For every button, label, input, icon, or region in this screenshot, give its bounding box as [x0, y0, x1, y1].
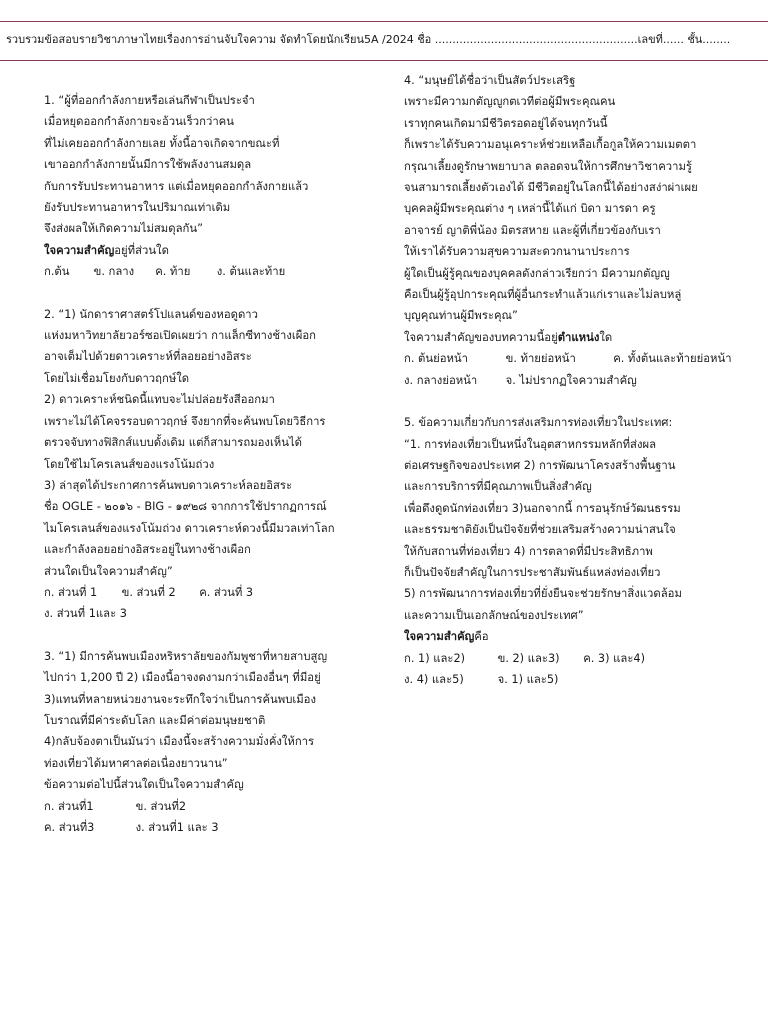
choice-option: ง. ส่วนที่1 และ 3	[135, 821, 219, 834]
choice-option: ง. 4) และ5)	[404, 672, 464, 686]
choice-option: ข. ส่วนที่ 2	[121, 585, 176, 599]
question-prompt	[44, 240, 364, 261]
question-line: เมื่อหยุดออกกำลังกายจะอ้วนเร็วกว่าคน	[44, 115, 234, 129]
question-line: กับการรับประทานอาหาร แต่เมื่อหยุดออกกำลังกายแล้ว	[44, 179, 309, 193]
question-line: ท่องเที่ยวได้มหาศาลต่อเนื่องยาวนาน”	[44, 756, 228, 770]
top-rule	[0, 21, 768, 22]
choice-option: จ. 1) และ5)	[497, 672, 559, 686]
question-line: เพราะมีความกตัญญูกตเวทีต่อผู้มีพระคุณคน	[404, 95, 616, 109]
choice-option: ง. ต้นและท้าย	[216, 265, 286, 279]
question-line: อาจเต็มไปด้วยดาวเคราะห์ที่ลอยอย่างอิสระ	[44, 350, 252, 364]
choice-option: ข. ท้ายย่อหน้า	[505, 352, 576, 366]
prompt-text: อยู่ที่ส่วนใด	[114, 243, 169, 257]
question-line: ก็เป็นปัจจัยสำคัญในการประชาสัมพันธ์แหล่งท่องเที่ยว	[404, 565, 661, 579]
question-line: เพราะไม่ได้โคจรรอบดาวฤกษ์ จึงยากที่จะค้นพบโดยวิธีการ	[44, 414, 326, 428]
question-line: 3) ล่าสุดได้ประกาศการค้นพบดาวเคราะห์ลอยอิสระ	[44, 478, 293, 492]
choice-option: ค. ส่วนที่ 3	[199, 585, 254, 599]
question-line: ต่อเศรษฐกิจของประเทศ 2) การพัฒนาโครงสร้างพื้นฐาน	[404, 458, 676, 472]
choice-row	[44, 261, 364, 282]
prompt-bold: ตำแหน่ง	[557, 330, 600, 344]
question-line: บุคคลผู้มีพระคุณต่าง ๆ เหล่านี้ได้แก่ บิดา มารดา ครู	[404, 202, 656, 216]
question-line: ยังรับประทานอาหารในปริมาณเท่าเดิม	[44, 201, 231, 215]
choice-row	[44, 817, 364, 838]
question-line: และธรรมชาติยังเป็นปัจจัยที่ช่วยเสริมสร้างความน่าสนใจ	[404, 523, 676, 537]
question-line: และกำลังลอยอย่างอิสระอยู่ในทางช้างเผือก	[44, 543, 251, 557]
question-line: 2) ดาวเคราะห์ชนิดนี้แทบจะไม่ปล่อยรังสีออกมา	[44, 393, 275, 407]
question-line: ไปกว่า 1,200 ปี 2) เมืองนี้อาจงดงามกว่าเมืองอื่นๆ ที่มีอยู่	[44, 671, 321, 685]
question-line: ไมโครเลนส์ของแรงโน้มถ่วง ดาวเคราะห์ดวงนี้มีมวลเท่าโลก	[44, 521, 335, 535]
question-line: จึงส่งผลให้เกิดความไม่สมดุลกัน”	[44, 222, 203, 236]
bottom-rule	[0, 60, 768, 61]
question-line: อาจารย์ ญาติพี่น้อง มิตรสหาย และผู้ที่เกี่ยวข้องกับเรา	[404, 223, 661, 237]
choice-option: ข. 2) และ3)	[497, 651, 560, 665]
choice-option: ก.ต้น	[44, 265, 70, 279]
choice-option: ข. กลาง	[93, 265, 135, 279]
question-line: ตรวจจับทางฟิสิกส์แบบดั้งเดิม แต่ก็สามารถมองเห็นได้	[44, 436, 302, 450]
choice-row	[404, 648, 756, 669]
choice-option: ข. ส่วนที่2	[135, 799, 187, 813]
choice-row	[404, 669, 756, 690]
worksheet-header: รวบรวมข้อสอบรายวิชาภาษาไทยเรื่องการอ่านจับใจความ จัดทำโดยนักเรียน5A /2024 ชื่อ ..........................................................เลขที่...... ชั้น........	[6, 33, 731, 46]
question-line: ให้กับสถานที่ท่องเที่ยว 4) การตลาดที่มีประสิทธิภาพ	[404, 544, 653, 558]
question-line: ที่ไม่เคยออกกำลังกายเลย ทั้งนี้อาจเกิดจากขณะที่	[44, 136, 280, 150]
question-line: และการบริการที่มีคุณภาพเป็นสิ่งสำคัญ	[404, 480, 592, 494]
question-line: “1. การท่องเที่ยวเป็นหนึ่งในอุตสาหกรรมหลักที่ส่งผล	[404, 437, 657, 451]
question-line: โบราณที่มีค่าระดับโลก และมีค่าต่อมนุษยชาติ	[44, 713, 266, 727]
question-line: ผู้ใดเป็นผู้รู้คุณของบุคคลดังกล่าวเรียกว่า มีความกตัญญู	[404, 266, 670, 280]
choice-option: ง. ส่วนที่ 1และ 3	[44, 607, 127, 621]
question-line: 5) การพัฒนาการท่องเที่ยวที่ยั่งยืนจะช่วยรักษาสิ่งแวดล้อม	[404, 587, 682, 601]
question-line: ก็เพราะได้รับความอนุเคราะห์ช่วยเหลือเกื้อกูลให้ความเมตตา	[404, 138, 697, 152]
prompt-text: ใจความสำคัญของบทความนี้อยู่	[404, 330, 558, 344]
prompt-bold: ใจความสำคัญ	[404, 630, 475, 644]
question-line: 1. “ผู้ที่ออกกำลังกายหรือเล่นกีฬาเป็นประจำ	[44, 94, 255, 107]
question-line: ชื่อ OGLE - ๒๐๑๖ - BIG - ๑๙๒๘ จากการใช้ปรากฏการณ์	[44, 500, 327, 514]
choice-option: ค. 3) และ4)	[583, 651, 645, 665]
question-1	[44, 90, 364, 283]
choice-option: ค. ส่วนที่3	[44, 821, 95, 834]
question-line: 5. ข้อความเกี่ยวกับการส่งเสริมการท่องเที่ยวในประเทศ:	[404, 416, 673, 430]
question-line: 3. “1) มีการค้นพบเมืองหริหราลัยของกัมพูชาที่หายสาบสูญ	[44, 649, 328, 663]
choice-option: ก. ส่วนที่ 1	[44, 585, 98, 599]
left-column	[44, 90, 364, 859]
question-5	[404, 412, 756, 690]
right-column	[404, 70, 756, 711]
choice-option: ค. ท้าย	[155, 265, 191, 279]
question-line: ส่วนใดเป็นใจความสำคัญ”	[44, 564, 173, 578]
question-line: แห่งมหาวิทยาลัยวอร์ซอเปิดเผยว่า กาแล็กซีทางช้างเผือก	[44, 329, 317, 343]
prompt-text: คือ	[474, 630, 489, 644]
choice-row	[404, 370, 756, 391]
question-line: 4. “มนุษย์ได้ชื่อว่าเป็นสัตว์ประเสริฐ	[404, 74, 576, 87]
question-line: 3)แทนที่หลายหน่วยงานจะระทึกใจว่าเป็นการค้นพบเมือง	[44, 692, 316, 706]
prompt-tail: ใด	[599, 330, 613, 344]
question-2	[44, 304, 364, 625]
choice-option: ง. กลางย่อหน้า	[404, 373, 478, 387]
question-line: และความเป็นเอกลักษณ์ของประเทศ”	[404, 608, 584, 622]
question-line: 4)กลับจ้องตาเป็นมันว่า เมืองนี้จะสร้างความมั่งคั่งให้การ	[44, 735, 315, 749]
question-line: ให้เราได้รับความสุขความสะดวกนานาประการ	[404, 245, 630, 259]
choice-row	[44, 603, 364, 624]
question-line: เขาออกกำลังกายนั้นมีการใช้พลังงานสมดุล	[44, 158, 252, 172]
question-3	[44, 646, 364, 839]
question-line: โดยใช้ไมโครเลนส์ของแรงโน้มถ่วง	[44, 457, 215, 471]
question-line: โดยไม่เชื่อมโยงกับดาวฤกษ์ใด	[44, 371, 190, 385]
question-line: บุญคุณท่านผู้มีพระคุณ”	[404, 309, 518, 323]
question-4	[404, 70, 756, 391]
question-line: จนสามารถเลี้ยงตัวเองได้ มีชีวิตอยู่ในโลกนี้ได้อย่างสง่าผ่าเผย	[404, 181, 698, 195]
prompt-bold: ใจความสำคัญ	[44, 243, 115, 257]
question-line: กรุณาเลี้ยงดูรักษาพยาบาล ตลอดจนให้การศึกษาวิชาความรู้	[404, 159, 692, 173]
choice-option: จ. ไม่ปรากฏใจความสำคัญ	[505, 373, 637, 387]
choice-row	[44, 796, 364, 817]
question-line: เราทุกคนเกิดมามีชีวิตรอดอยู่ได้จนทุกวันนี้	[404, 116, 608, 130]
question-line: 2. “1) นักดาราศาสตร์โปแลนด์ของหอดูดาว	[44, 307, 258, 321]
choice-row	[404, 348, 756, 369]
choice-option: ก. ต้นย่อหน้า	[404, 352, 468, 366]
choice-option: ก. ส่วนที่1	[44, 799, 94, 813]
question-line: เพื่อดึงดูดนักท่องเที่ยว 3)นอกจากนี้ การอนุรักษ์วัฒนธรรม	[404, 501, 681, 515]
question-line: ข้อความต่อไปนี้ส่วนใดเป็นใจความสำคัญ	[44, 778, 244, 792]
choice-row	[44, 582, 364, 603]
question-prompt	[404, 626, 756, 647]
choice-option: ค. ทั้งต้นและท้ายย่อหน้า	[613, 352, 732, 366]
question-prompt	[404, 327, 756, 348]
question-line: คือเป็นผู้รู้อุปการะคุณที่ผู้อื่นกระทำแล้วแก่เราและไม่ลบหลู่	[404, 288, 682, 302]
choice-option: ก. 1) และ2)	[404, 651, 466, 665]
